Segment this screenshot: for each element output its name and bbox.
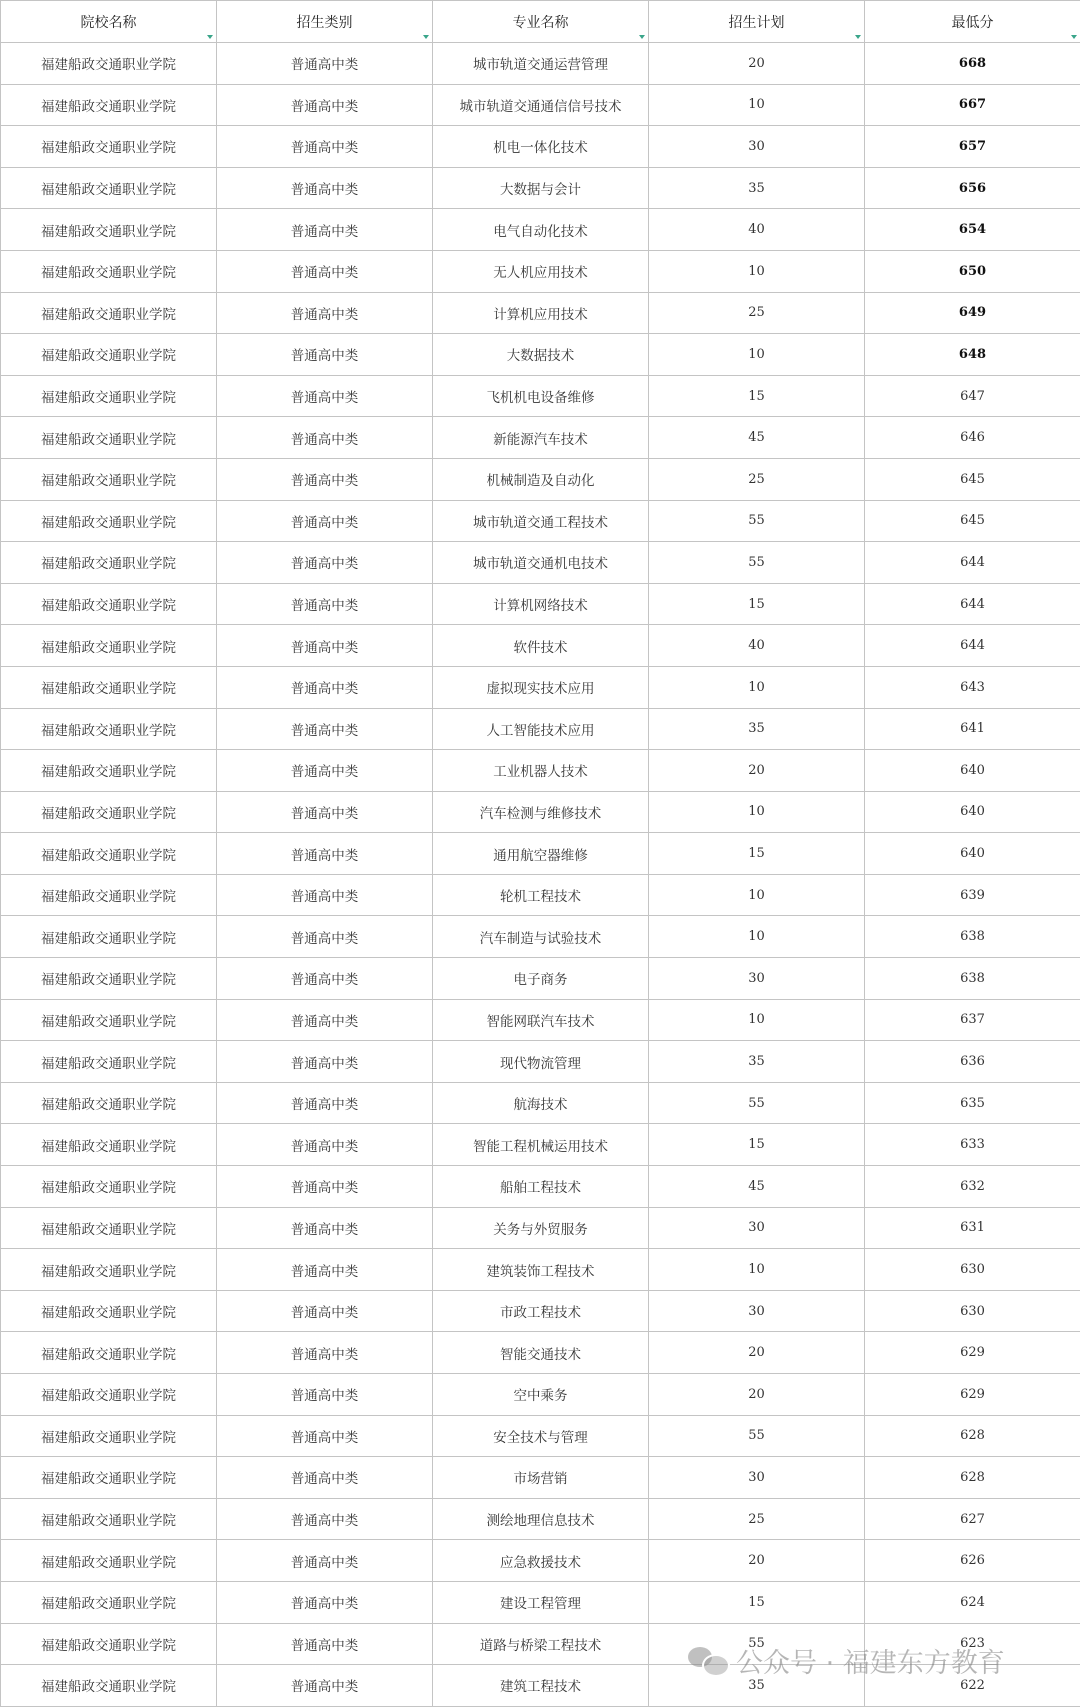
cell-school[interactable]: 福建船政交通职业学院: [1, 1665, 217, 1707]
table-row: [1, 126, 1080, 168]
cell-min-score[interactable]: 627: [865, 1498, 1080, 1540]
cell-category[interactable]: 普通高中类: [217, 1249, 433, 1291]
table-row: [1, 1041, 1080, 1083]
cell-major[interactable]: 机械制造及自动化: [433, 458, 649, 500]
cell-major[interactable]: 人工智能技术应用: [433, 708, 649, 750]
cell-school[interactable]: 福建船政交通职业学院: [1, 292, 217, 334]
cell-min-score[interactable]: 640: [865, 750, 1080, 792]
table-row: [1, 1290, 1080, 1332]
filter-dropdown-icon[interactable]: [423, 35, 429, 39]
cell-plan[interactable]: 55: [649, 1623, 865, 1665]
cell-min-score[interactable]: 640: [865, 833, 1080, 875]
cell-major[interactable]: 空中乘务: [433, 1374, 649, 1416]
table-row: [1, 292, 1080, 334]
cell-category[interactable]: 普通高中类: [217, 1124, 433, 1166]
cell-category[interactable]: 普通高中类: [217, 334, 433, 376]
cell-category[interactable]: 普通高中类: [217, 1332, 433, 1374]
cell-category[interactable]: 普通高中类: [217, 1623, 433, 1665]
cell-school[interactable]: 福建船政交通职业学院: [1, 1290, 217, 1332]
cell-plan[interactable]: 30: [649, 1457, 865, 1499]
table-row: [1, 167, 1080, 209]
cell-plan[interactable]: 35: [649, 1665, 865, 1707]
cell-plan[interactable]: 20: [649, 1332, 865, 1374]
table-row: [1, 999, 1080, 1041]
cell-major[interactable]: 机电一体化技术: [433, 126, 649, 168]
cell-school[interactable]: 福建船政交通职业学院: [1, 209, 217, 251]
table-row: [1, 750, 1080, 792]
cell-plan[interactable]: 35: [649, 708, 865, 750]
cell-min-score[interactable]: 649: [865, 292, 1080, 334]
table-row: [1, 1124, 1080, 1166]
table-row: [1, 708, 1080, 750]
cell-school[interactable]: 福建船政交通职业学院: [1, 334, 217, 376]
cell-category[interactable]: 普通高中类: [217, 1041, 433, 1083]
table-row: [1, 250, 1080, 292]
cell-category[interactable]: 普通高中类: [217, 999, 433, 1041]
cell-major[interactable]: 城市轨道交通工程技术: [433, 500, 649, 542]
cell-school[interactable]: 福建船政交通职业学院: [1, 666, 217, 708]
cell-major[interactable]: 无人机应用技术: [433, 250, 649, 292]
table-row: [1, 375, 1080, 417]
cell-plan[interactable]: 10: [649, 250, 865, 292]
cell-plan[interactable]: 30: [649, 126, 865, 168]
table-row: [1, 1457, 1080, 1499]
cell-category[interactable]: 普通高中类: [217, 833, 433, 875]
cell-school[interactable]: 福建船政交通职业学院: [1, 1249, 217, 1291]
cell-school[interactable]: 福建船政交通职业学院: [1, 43, 217, 85]
cell-plan[interactable]: 10: [649, 916, 865, 958]
cell-min-score[interactable]: 668: [865, 43, 1080, 85]
cell-min-score[interactable]: 638: [865, 958, 1080, 1000]
cell-category[interactable]: 普通高中类: [217, 1207, 433, 1249]
cell-min-score[interactable]: 636: [865, 1041, 1080, 1083]
cell-major[interactable]: 智能工程机械运用技术: [433, 1124, 649, 1166]
table-row: [1, 1332, 1080, 1374]
table-row: [1, 625, 1080, 667]
cell-plan[interactable]: 10: [649, 334, 865, 376]
cell-plan[interactable]: 15: [649, 1581, 865, 1623]
cell-major[interactable]: 应急救援技术: [433, 1540, 649, 1582]
cell-school[interactable]: 福建船政交通职业学院: [1, 167, 217, 209]
cell-major[interactable]: 建筑工程技术: [433, 1665, 649, 1707]
cell-category[interactable]: 普通高中类: [217, 958, 433, 1000]
cell-min-score[interactable]: 626: [865, 1540, 1080, 1582]
cell-major[interactable]: 软件技术: [433, 625, 649, 667]
cell-school[interactable]: 福建船政交通职业学院: [1, 126, 217, 168]
table-row: [1, 334, 1080, 376]
cell-major[interactable]: 虚拟现实技术应用: [433, 666, 649, 708]
cell-category[interactable]: 普通高中类: [217, 666, 433, 708]
cell-school[interactable]: 福建船政交通职业学院: [1, 1332, 217, 1374]
cell-min-score[interactable]: 646: [865, 417, 1080, 459]
cell-min-score[interactable]: 641: [865, 708, 1080, 750]
cell-min-score[interactable]: 656: [865, 167, 1080, 209]
cell-plan[interactable]: 30: [649, 1207, 865, 1249]
cell-plan[interactable]: 25: [649, 458, 865, 500]
cell-school[interactable]: 福建船政交通职业学院: [1, 874, 217, 916]
cell-school[interactable]: 福建船政交通职业学院: [1, 1166, 217, 1208]
cell-plan[interactable]: 20: [649, 750, 865, 792]
table-row: [1, 1166, 1080, 1208]
cell-plan[interactable]: 10: [649, 84, 865, 126]
table-row: [1, 1665, 1080, 1707]
cell-category[interactable]: 普通高中类: [217, 292, 433, 334]
cell-school[interactable]: 福建船政交通职业学院: [1, 375, 217, 417]
cell-school[interactable]: 福建船政交通职业学院: [1, 791, 217, 833]
table-row: [1, 458, 1080, 500]
cell-major[interactable]: 安全技术与管理: [433, 1415, 649, 1457]
cell-school[interactable]: 福建船政交通职业学院: [1, 1415, 217, 1457]
cell-plan[interactable]: 30: [649, 958, 865, 1000]
cell-min-score[interactable]: 630: [865, 1290, 1080, 1332]
watermark-text: 公众号 · 福建东方教育: [736, 1641, 1005, 1680]
table-row: [1, 1623, 1080, 1665]
cell-major[interactable]: 市场营销: [433, 1457, 649, 1499]
cell-school[interactable]: 福建船政交通职业学院: [1, 999, 217, 1041]
cell-min-score[interactable]: 628: [865, 1415, 1080, 1457]
cell-major[interactable]: 大数据技术: [433, 334, 649, 376]
cell-category[interactable]: 普通高中类: [217, 417, 433, 459]
table-row: [1, 666, 1080, 708]
cell-major[interactable]: 电气自动化技术: [433, 209, 649, 251]
cell-school[interactable]: 福建船政交通职业学院: [1, 1540, 217, 1582]
cell-major[interactable]: 城市轨道交通运营管理: [433, 43, 649, 85]
cell-school[interactable]: 福建船政交通职业学院: [1, 458, 217, 500]
header-major[interactable]: 专业名称: [433, 1, 649, 43]
table-row: [1, 958, 1080, 1000]
cell-school[interactable]: 福建船政交通职业学院: [1, 1207, 217, 1249]
table-row: [1, 43, 1080, 85]
cell-category[interactable]: 普通高中类: [217, 1665, 433, 1707]
cell-category[interactable]: 普通高中类: [217, 791, 433, 833]
cell-plan[interactable]: 35: [649, 167, 865, 209]
table-row: [1, 542, 1080, 584]
cell-school[interactable]: 福建船政交通职业学院: [1, 708, 217, 750]
cell-plan[interactable]: 20: [649, 1540, 865, 1582]
cell-major[interactable]: 建设工程管理: [433, 1581, 649, 1623]
header-row: [1, 1, 1080, 43]
cell-category[interactable]: 普通高中类: [217, 500, 433, 542]
cell-min-score[interactable]: 667: [865, 84, 1080, 126]
cell-plan[interactable]: 15: [649, 1124, 865, 1166]
cell-category[interactable]: 普通高中类: [217, 126, 433, 168]
cell-category[interactable]: 普通高中类: [217, 458, 433, 500]
cell-category[interactable]: 普通高中类: [217, 542, 433, 584]
cell-category[interactable]: 普通高中类: [217, 750, 433, 792]
table-row: [1, 1207, 1080, 1249]
table-row: [1, 1082, 1080, 1124]
cell-category[interactable]: 普通高中类: [217, 625, 433, 667]
table-row: [1, 500, 1080, 542]
cell-major[interactable]: 电子商务: [433, 958, 649, 1000]
cell-plan[interactable]: 45: [649, 417, 865, 459]
cell-category[interactable]: 普通高中类: [217, 1581, 433, 1623]
cell-school[interactable]: 福建船政交通职业学院: [1, 1457, 217, 1499]
header-plan[interactable]: 招生计划: [649, 1, 865, 43]
cell-school[interactable]: 福建船政交通职业学院: [1, 1374, 217, 1416]
table-row: [1, 417, 1080, 459]
cell-category[interactable]: 普通高中类: [217, 1540, 433, 1582]
cell-min-score[interactable]: 643: [865, 666, 1080, 708]
table-row: [1, 1540, 1080, 1582]
cell-school[interactable]: 福建船政交通职业学院: [1, 417, 217, 459]
header-min-score[interactable]: 最低分: [865, 1, 1080, 43]
cell-plan[interactable]: 55: [649, 1082, 865, 1124]
cell-major[interactable]: 工业机器人技术: [433, 750, 649, 792]
cell-min-score[interactable]: 629: [865, 1332, 1080, 1374]
cell-plan[interactable]: 10: [649, 999, 865, 1041]
cell-major[interactable]: 飞机机电设备维修: [433, 375, 649, 417]
table-row: [1, 874, 1080, 916]
table-row: [1, 1374, 1080, 1416]
cell-min-score[interactable]: 635: [865, 1082, 1080, 1124]
cell-category[interactable]: 普通高中类: [217, 1415, 433, 1457]
cell-plan[interactable]: 25: [649, 292, 865, 334]
cell-category[interactable]: 普通高中类: [217, 1457, 433, 1499]
cell-min-score[interactable]: 631: [865, 1207, 1080, 1249]
cell-major[interactable]: 城市轨道交通通信信号技术: [433, 84, 649, 126]
cell-plan[interactable]: 55: [649, 1415, 865, 1457]
cell-min-score[interactable]: 637: [865, 999, 1080, 1041]
cell-plan[interactable]: 25: [649, 1498, 865, 1540]
cell-school[interactable]: 福建船政交通职业学院: [1, 958, 217, 1000]
cell-category[interactable]: 普通高中类: [217, 874, 433, 916]
cell-min-score[interactable]: 633: [865, 1124, 1080, 1166]
cell-min-score[interactable]: 657: [865, 126, 1080, 168]
cell-category[interactable]: 普通高中类: [217, 43, 433, 85]
cell-category[interactable]: 普通高中类: [217, 1290, 433, 1332]
cell-min-score[interactable]: 650: [865, 250, 1080, 292]
cell-major[interactable]: 航海技术: [433, 1082, 649, 1124]
cell-plan[interactable]: 20: [649, 1374, 865, 1416]
cell-school[interactable]: 福建船政交通职业学院: [1, 1082, 217, 1124]
cell-major[interactable]: 城市轨道交通机电技术: [433, 542, 649, 584]
table-row: [1, 1498, 1080, 1540]
cell-major[interactable]: 关务与外贸服务: [433, 1207, 649, 1249]
cell-major[interactable]: 智能交通技术: [433, 1332, 649, 1374]
filter-dropdown-icon[interactable]: [207, 35, 213, 39]
cell-category[interactable]: 普通高中类: [217, 375, 433, 417]
cell-min-score[interactable]: 648: [865, 334, 1080, 376]
cell-plan[interactable]: 10: [649, 791, 865, 833]
cell-min-score[interactable]: 644: [865, 583, 1080, 625]
cell-category[interactable]: 普通高中类: [217, 250, 433, 292]
header-category[interactable]: 招生类别: [217, 1, 433, 43]
cell-min-score[interactable]: 622: [865, 1665, 1080, 1707]
filter-dropdown-icon[interactable]: [855, 35, 861, 39]
cell-category[interactable]: 普通高中类: [217, 1082, 433, 1124]
cell-category[interactable]: 普通高中类: [217, 1166, 433, 1208]
table-body: [1, 43, 1080, 1707]
cell-major[interactable]: 道路与桥梁工程技术: [433, 1623, 649, 1665]
cell-plan[interactable]: 15: [649, 583, 865, 625]
cell-min-score[interactable]: 639: [865, 874, 1080, 916]
cell-category[interactable]: 普通高中类: [217, 583, 433, 625]
cell-plan[interactable]: 10: [649, 666, 865, 708]
filter-dropdown-icon[interactable]: [639, 35, 645, 39]
table-row: [1, 916, 1080, 958]
cell-min-score[interactable]: 645: [865, 500, 1080, 542]
cell-min-score[interactable]: 638: [865, 916, 1080, 958]
cell-school[interactable]: 福建船政交通职业学院: [1, 1623, 217, 1665]
cell-major[interactable]: 市政工程技术: [433, 1290, 649, 1332]
cell-plan[interactable]: 15: [649, 375, 865, 417]
cell-school[interactable]: 福建船政交通职业学院: [1, 1581, 217, 1623]
cell-school[interactable]: 福建船政交通职业学院: [1, 1041, 217, 1083]
cell-min-score[interactable]: 630: [865, 1249, 1080, 1291]
cell-school[interactable]: 福建船政交通职业学院: [1, 84, 217, 126]
table-row: [1, 583, 1080, 625]
cell-major[interactable]: 测绘地理信息技术: [433, 1498, 649, 1540]
cell-min-score[interactable]: 647: [865, 375, 1080, 417]
cell-category[interactable]: 普通高中类: [217, 708, 433, 750]
filter-dropdown-icon[interactable]: [1071, 35, 1077, 39]
cell-major[interactable]: 轮机工程技术: [433, 874, 649, 916]
cell-plan[interactable]: 10: [649, 874, 865, 916]
cell-major[interactable]: 大数据与会计: [433, 167, 649, 209]
table-row: [1, 1249, 1080, 1291]
cell-min-score[interactable]: 654: [865, 209, 1080, 251]
cell-min-score[interactable]: 644: [865, 542, 1080, 584]
cell-category[interactable]: 普通高中类: [217, 1374, 433, 1416]
cell-category[interactable]: 普通高中类: [217, 167, 433, 209]
cell-school[interactable]: 福建船政交通职业学院: [1, 1498, 217, 1540]
cell-school[interactable]: 福建船政交通职业学院: [1, 250, 217, 292]
cell-plan[interactable]: 10: [649, 1249, 865, 1291]
cell-min-score[interactable]: 623: [865, 1623, 1080, 1665]
cell-category[interactable]: 普通高中类: [217, 84, 433, 126]
cell-major[interactable]: 现代物流管理: [433, 1041, 649, 1083]
cell-major[interactable]: 计算机网络技术: [433, 583, 649, 625]
cell-school[interactable]: 福建船政交通职业学院: [1, 542, 217, 584]
cell-category[interactable]: 普通高中类: [217, 1498, 433, 1540]
cell-plan[interactable]: 15: [649, 833, 865, 875]
cell-min-score[interactable]: 640: [865, 791, 1080, 833]
cell-school[interactable]: 福建船政交通职业学院: [1, 583, 217, 625]
cell-major[interactable]: 船舶工程技术: [433, 1166, 649, 1208]
cell-school[interactable]: 福建船政交通职业学院: [1, 500, 217, 542]
cell-school[interactable]: 福建船政交通职业学院: [1, 833, 217, 875]
cell-major[interactable]: 新能源汽车技术: [433, 417, 649, 459]
table-row: [1, 209, 1080, 251]
table-row: [1, 1415, 1080, 1457]
cell-plan[interactable]: 45: [649, 1166, 865, 1208]
cell-plan[interactable]: 35: [649, 1041, 865, 1083]
cell-plan[interactable]: 55: [649, 500, 865, 542]
cell-plan[interactable]: 40: [649, 625, 865, 667]
cell-school[interactable]: 福建船政交通职业学院: [1, 625, 217, 667]
cell-major[interactable]: 计算机应用技术: [433, 292, 649, 334]
cell-min-score[interactable]: 644: [865, 625, 1080, 667]
cell-min-score[interactable]: 645: [865, 458, 1080, 500]
table-row: [1, 1581, 1080, 1623]
cell-plan[interactable]: 20: [649, 43, 865, 85]
cell-school[interactable]: 福建船政交通职业学院: [1, 1124, 217, 1166]
cell-min-score[interactable]: 629: [865, 1374, 1080, 1416]
cell-min-score[interactable]: 624: [865, 1581, 1080, 1623]
table-row: [1, 833, 1080, 875]
cell-category[interactable]: 普通高中类: [217, 209, 433, 251]
cell-major[interactable]: 汽车检测与维修技术: [433, 791, 649, 833]
cell-min-score[interactable]: 632: [865, 1166, 1080, 1208]
table-row: [1, 84, 1080, 126]
cell-major[interactable]: 建筑装饰工程技术: [433, 1249, 649, 1291]
cell-school[interactable]: 福建船政交通职业学院: [1, 916, 217, 958]
cell-major[interactable]: 智能网联汽车技术: [433, 999, 649, 1041]
cell-plan[interactable]: 55: [649, 542, 865, 584]
cell-plan[interactable]: 40: [649, 209, 865, 251]
cell-min-score[interactable]: 628: [865, 1457, 1080, 1499]
cell-major[interactable]: 通用航空器维修: [433, 833, 649, 875]
table-row: [1, 791, 1080, 833]
cell-major[interactable]: 汽车制造与试验技术: [433, 916, 649, 958]
header-school[interactable]: 院校名称: [1, 1, 217, 43]
cell-plan[interactable]: 30: [649, 1290, 865, 1332]
cell-school[interactable]: 福建船政交通职业学院: [1, 750, 217, 792]
cell-category[interactable]: 普通高中类: [217, 916, 433, 958]
